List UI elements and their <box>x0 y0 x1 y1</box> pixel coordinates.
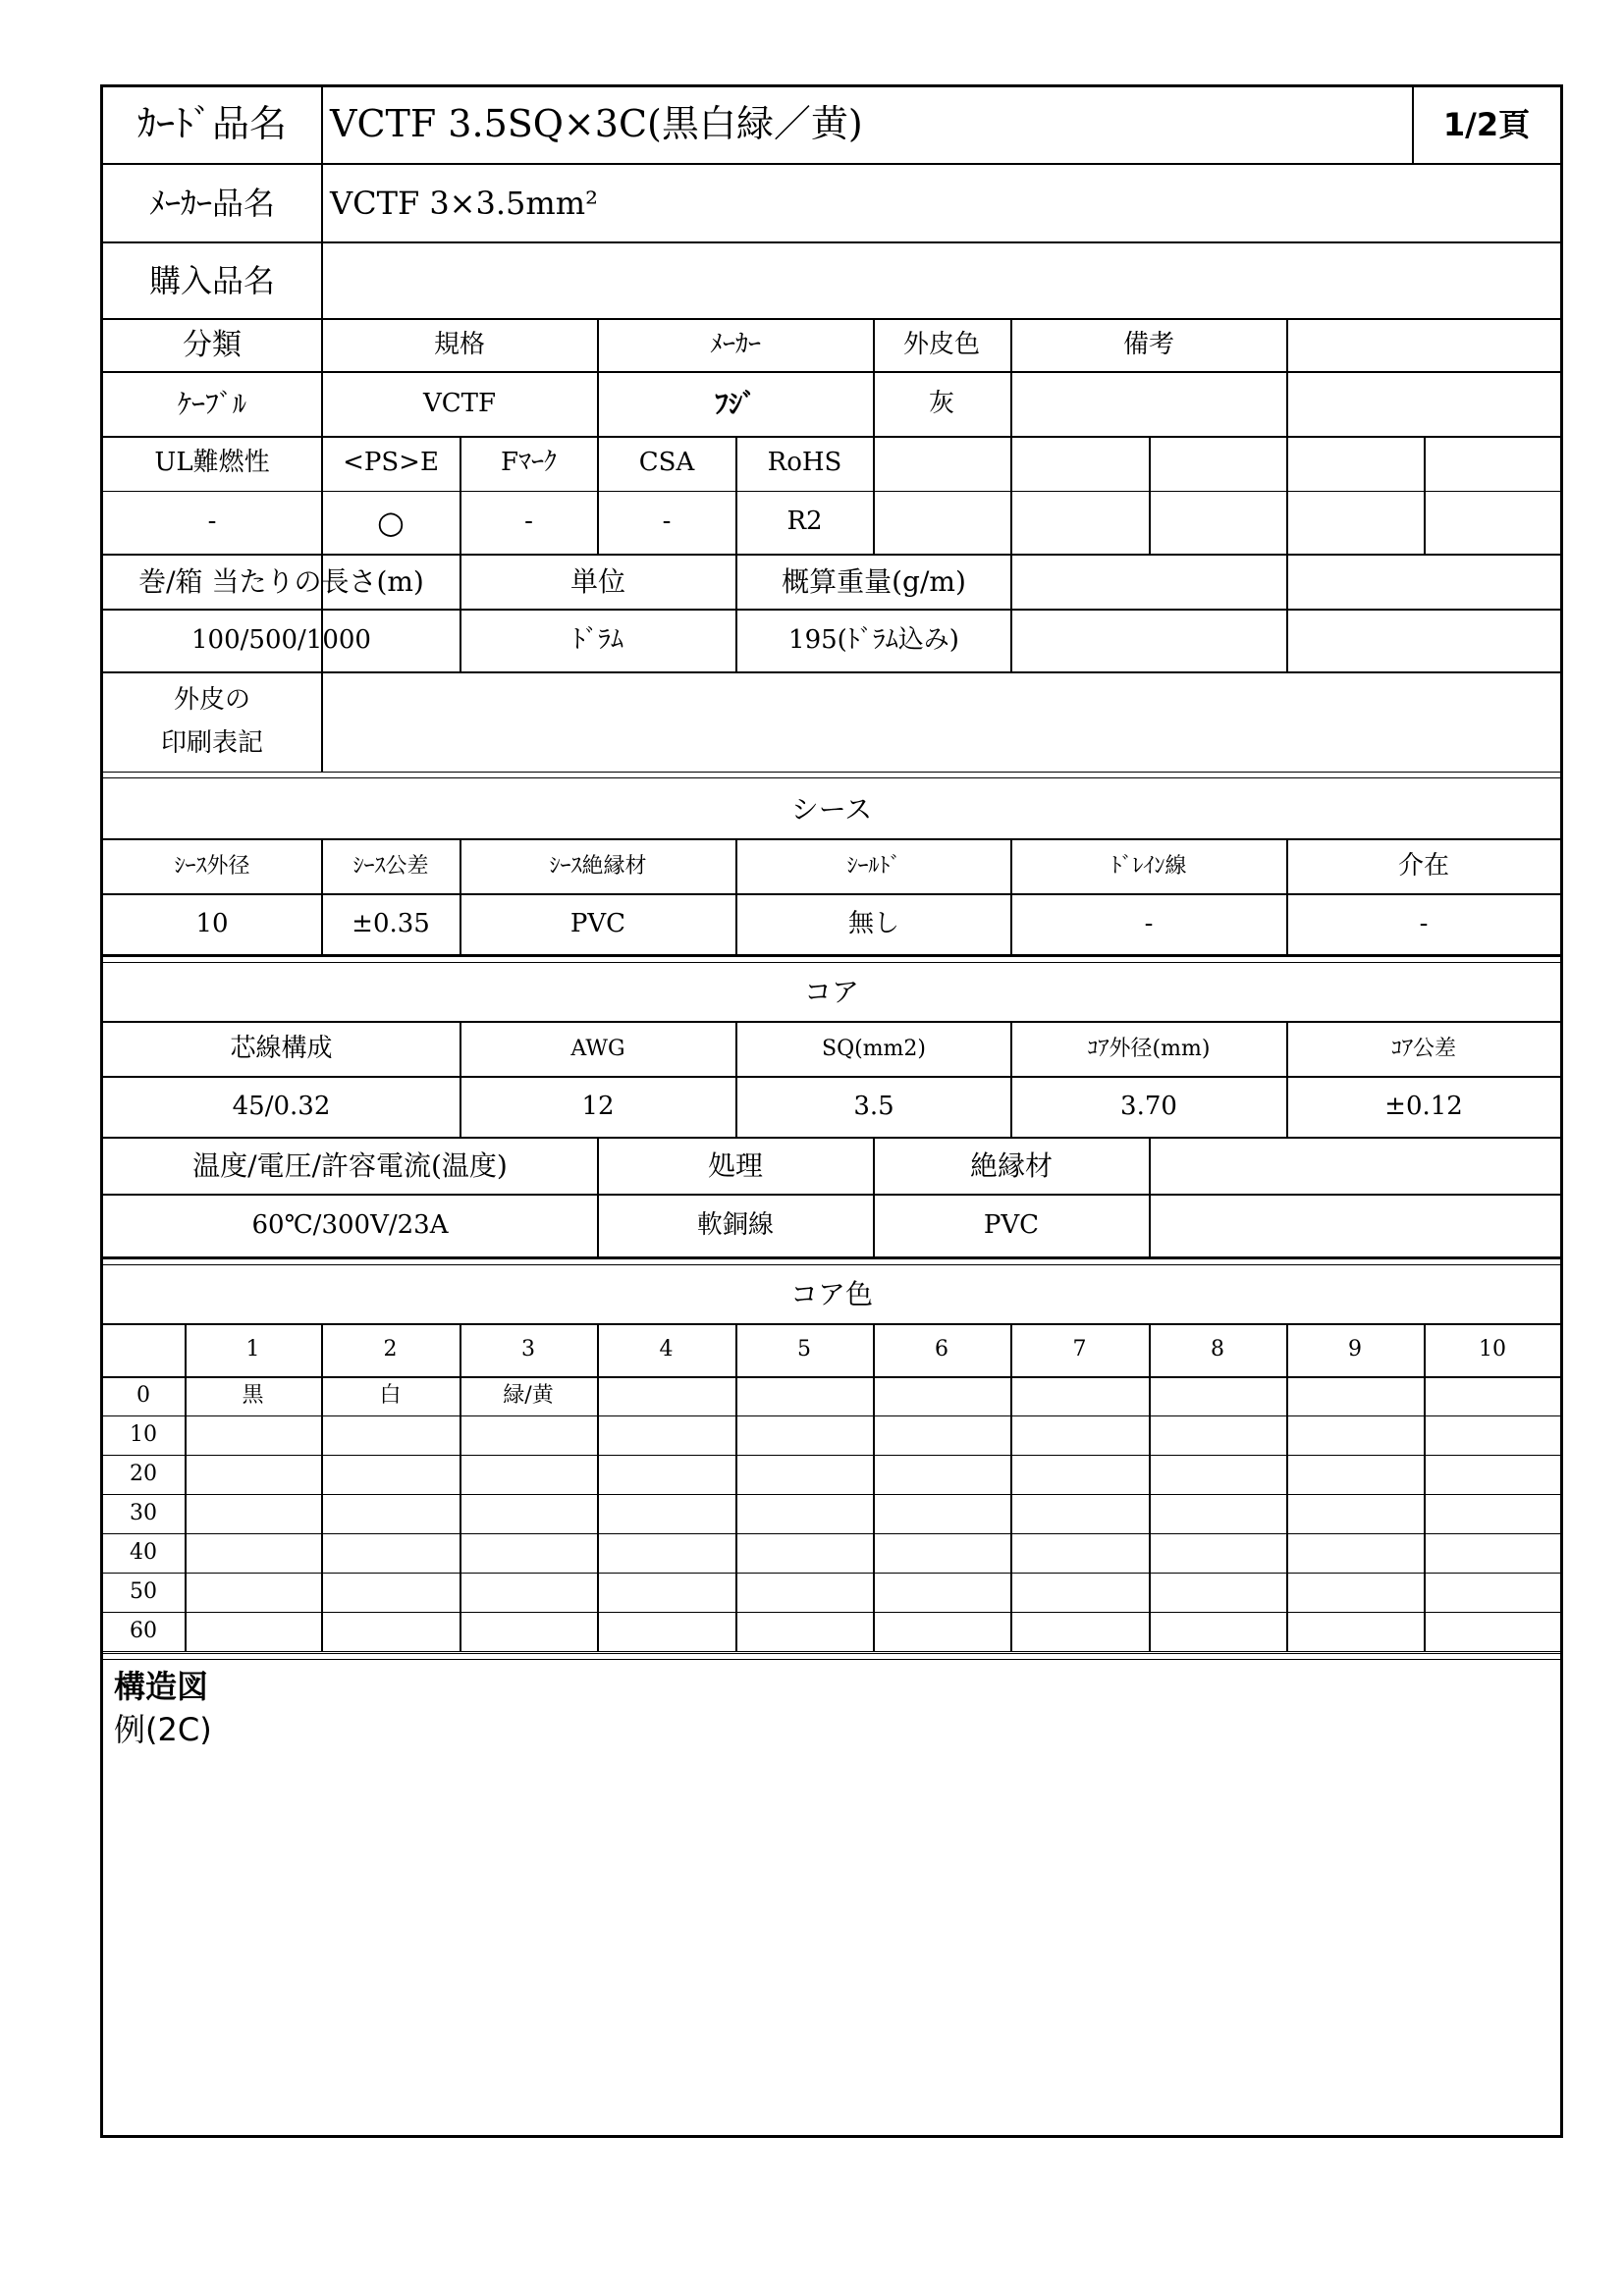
sheath-insulation-value: PVC <box>569 909 626 939</box>
rohs-value: R2 <box>786 507 823 537</box>
sheath-color-value: 灰 <box>928 389 954 419</box>
weight-value: 195(ﾄﾞﾗﾑ込み) <box>788 625 959 656</box>
sheath-color-header: 外皮色 <box>902 330 980 360</box>
card-name-label: ｶｰﾄﾞ品名 <box>136 102 287 146</box>
rohs-header: RoHS <box>767 448 842 478</box>
core-color-cell: 白 <box>379 1383 402 1409</box>
core-color-col-header: 6 <box>935 1337 948 1362</box>
grid-line <box>102 1659 1561 1660</box>
filler-header: 介在 <box>1397 851 1449 881</box>
ul-flame-header: UL難燃性 <box>154 448 270 478</box>
awg-header: AWG <box>570 1037 625 1062</box>
remarks-value <box>1011 373 1286 436</box>
sheath-insulation-header: ｼｰｽ絶縁材 <box>549 854 647 880</box>
grid-line <box>1286 554 1288 671</box>
classification-value: ｹｰﾌﾞﾙ <box>177 387 246 420</box>
core-color-col-header: 8 <box>1211 1337 1224 1362</box>
grid-line <box>102 777 1561 778</box>
grid-line <box>1286 436 1288 554</box>
sheath-od-header: ｼｰｽ外径 <box>174 854 250 880</box>
grid-line <box>102 1653 1561 1654</box>
insulation-value: PVC <box>983 1210 1040 1241</box>
grid-line <box>1149 1137 1151 1256</box>
core-color-col-header: 2 <box>383 1337 398 1362</box>
standard-value: VCTF <box>422 389 497 419</box>
core-color-row-header: 60 <box>130 1619 157 1644</box>
core-color-col-header: 4 <box>659 1337 674 1362</box>
sq-value: 3.5 <box>853 1092 894 1122</box>
core-color-row-header: 20 <box>130 1462 157 1487</box>
grid-line <box>1149 436 1151 554</box>
sheath-tolerance-header: ｼｰｽ公差 <box>352 854 429 880</box>
core-color-col-header: 7 <box>1072 1337 1087 1362</box>
pse-header: <PS>E <box>343 448 439 478</box>
grid-line <box>102 962 1561 963</box>
drain-wire-header: ﾄﾞﾚｲﾝ線 <box>1110 854 1187 880</box>
maker-header: ﾒｰｶｰ <box>709 330 761 360</box>
sheath-tolerance-value: ±0.35 <box>352 909 430 939</box>
csa-header: CSA <box>638 448 695 478</box>
pse-value: ○ <box>377 503 405 541</box>
grid-line <box>102 1258 1561 1259</box>
unit-value: ﾄﾞﾗﾑ <box>571 625 623 656</box>
shield-value: 無し <box>847 909 899 939</box>
core-title: コア <box>803 975 859 1008</box>
length-per-reel-value: 100/500/1000 <box>191 625 371 656</box>
core-color-col-header: 5 <box>797 1337 811 1362</box>
core-color-cell: 黒 <box>242 1383 264 1409</box>
core-color-row-header: 10 <box>130 1422 157 1448</box>
awg-value: 12 <box>581 1092 615 1122</box>
print-marking-label <box>103 673 321 772</box>
core-color-cell: 緑/黄 <box>503 1383 554 1409</box>
sheath-title: シース <box>790 792 873 826</box>
maker-name-label: ﾒｰｶｰ品名 <box>148 184 275 222</box>
unit-header: 単位 <box>569 564 625 598</box>
core-color-row-header: 40 <box>130 1540 157 1566</box>
page-number: 1/2頁 <box>1442 105 1531 143</box>
print-marking-value <box>322 673 1508 772</box>
f-mark-header: Fﾏｰｸ <box>500 448 558 478</box>
strand-composition-value: 45/0.32 <box>232 1092 331 1122</box>
core-tolerance-header: ｺｱ公差 <box>1390 1037 1456 1062</box>
grid-line <box>1286 318 1288 436</box>
core-color-row-header: 50 <box>130 1579 157 1605</box>
core-color-row-header: 30 <box>130 1501 157 1526</box>
purchase-name-label: 購入品名 <box>148 261 275 299</box>
shield-header: ｼｰﾙﾄﾞ <box>846 854 901 880</box>
grid-line <box>1010 436 1012 554</box>
core-color-row-header: 0 <box>136 1383 150 1409</box>
ul-flame-value: - <box>207 507 217 537</box>
structure-example: 例(2C) <box>114 1711 212 1748</box>
treatment-value: 軟銅線 <box>696 1210 774 1241</box>
grid-line <box>102 772 1561 773</box>
f-mark-value: - <box>524 507 533 537</box>
filler-value: - <box>1419 909 1429 939</box>
insulation-header: 絶縁材 <box>969 1148 1053 1182</box>
grid-line <box>102 956 1561 957</box>
classification-header: 分類 <box>183 327 242 362</box>
core-color-col-header: 3 <box>521 1337 535 1362</box>
purchase-name-value <box>322 243 1508 318</box>
maker-name-value: VCTF 3×3.5mm² <box>330 184 598 222</box>
core-tolerance-value: ±0.12 <box>1384 1092 1463 1122</box>
grid-line <box>1424 436 1426 554</box>
core-od-header: ｺｱ外径(mm) <box>1087 1037 1211 1062</box>
structure-diagram <box>114 1665 212 1751</box>
maker-value: ﾌｼﾞ <box>714 387 756 420</box>
grid-line <box>102 1651 1561 1652</box>
sq-header: SQ(mm2) <box>822 1037 926 1062</box>
drain-wire-value: - <box>1144 909 1154 939</box>
grid-line <box>102 1264 1561 1265</box>
weight-header: 概算重量(g/m) <box>782 564 966 598</box>
sheath-od-value: 10 <box>195 909 229 939</box>
print-marking-label-line1: 外皮の <box>173 685 250 716</box>
print-marking-label-line2: 印刷表記 <box>160 728 263 758</box>
core-color-col-header: 9 <box>1348 1337 1362 1362</box>
core-color-title: コア色 <box>789 1277 873 1310</box>
rating-header: 温度/電圧/許容電流(温度) <box>192 1148 508 1182</box>
structure-title: 構造図 <box>114 1668 209 1705</box>
remarks-header: 備考 <box>1122 330 1174 360</box>
core-color-col-header: 10 <box>1479 1337 1506 1362</box>
card-name-value: VCTF 3.5SQ×3C(黒白緑／黄) <box>330 102 863 146</box>
strand-composition-header: 芯線構成 <box>230 1034 333 1064</box>
standard-header: 規格 <box>433 330 485 360</box>
csa-value: - <box>662 507 672 537</box>
length-per-reel-header: 巻/箱 当たりの長さ(m) <box>138 564 424 598</box>
core-color-col-header: 1 <box>245 1337 260 1362</box>
treatment-header: 処理 <box>707 1148 763 1182</box>
grid-line <box>873 436 875 554</box>
core-od-value: 3.70 <box>1120 1092 1177 1122</box>
rating-value: 60℃/300V/23A <box>251 1210 449 1241</box>
